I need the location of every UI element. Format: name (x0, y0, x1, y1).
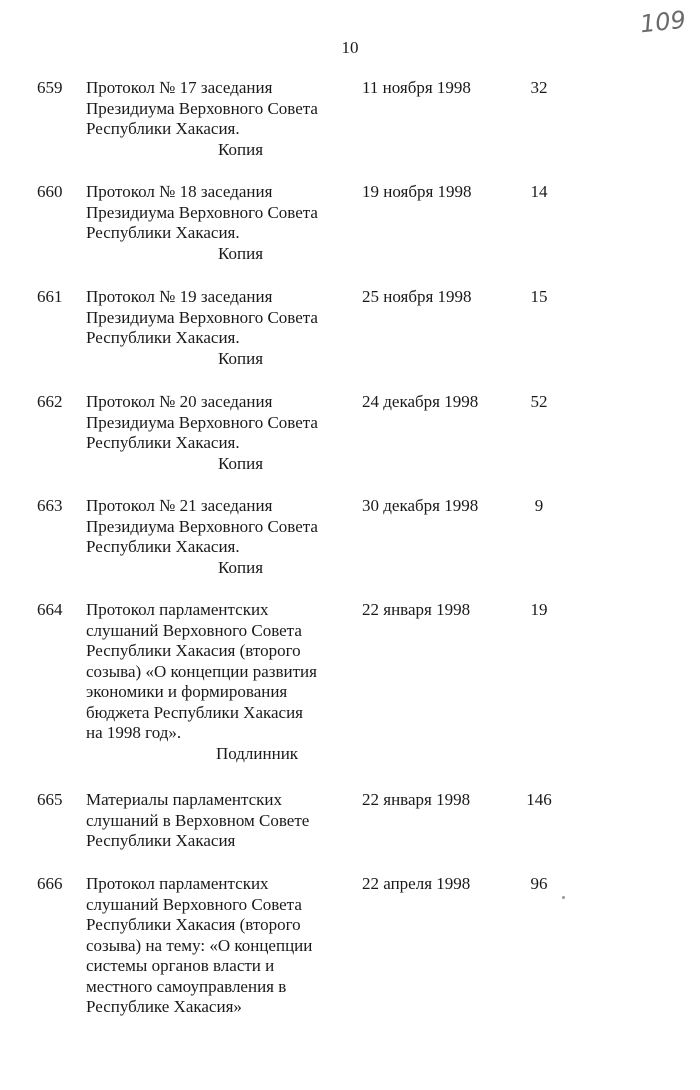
scan-speck (562, 896, 565, 899)
entry-title-line: Республики Хакасия. (86, 223, 240, 242)
entry-date: 22 января 1998 (362, 600, 471, 619)
entry-date: 22 апреля 1998 (362, 874, 471, 893)
entry-number: 660 (37, 182, 63, 201)
entry-sheet-count: 19 (530, 600, 548, 619)
entry-date: 11 ноября 1998 (362, 78, 471, 97)
entry-number: 661 (37, 287, 63, 306)
entry-number: 666 (37, 874, 63, 893)
page-number: 10 (341, 38, 359, 57)
entry-title-line: слушаний Верховного Совета (86, 620, 302, 640)
entry-sheet-count: 14 (530, 182, 548, 201)
entry-date: 22 января 1998 (362, 790, 471, 809)
entry-title-line: Республики Хакасия. (86, 119, 240, 138)
entry-title-line: Протокол парламентских (86, 600, 269, 619)
entry-title (86, 287, 348, 369)
entry-sheet-count: 15 (530, 287, 548, 306)
entry-document-kind: Подлинник (216, 743, 299, 763)
entry-title (86, 496, 348, 578)
entry-title-line: Республике Хакасия» (86, 997, 242, 1016)
entry-title-line: Протокол № 17 заседания (86, 78, 273, 97)
entry-document-kind: Копия (218, 139, 264, 159)
entry-document-kind: Копия (218, 243, 264, 263)
entry-title-line: Президиума Верховного Совета (86, 307, 318, 327)
entry-title-line: Республики Хакасия (86, 831, 236, 850)
entry-title-line: местного самоуправления в (86, 976, 287, 996)
entry-title-line: Республики Хакасия. (86, 328, 240, 347)
entry-title-line: слушаний в Верховном Совете (86, 810, 310, 830)
entry-title-line: на 1998 год». (86, 723, 182, 742)
entry-title-line: созыва) «О концепции развития (86, 661, 317, 681)
entry-title (86, 392, 348, 474)
entry-sheet-count: 9 (534, 496, 544, 515)
entry-title-line: Материалы парламентских (86, 790, 283, 809)
entry-title-line: Республики Хакасия (второго (86, 641, 301, 660)
entry-document-kind: Копия (218, 348, 264, 368)
entry-title-line: Протокол парламентских (86, 874, 269, 893)
entry-title-line: Республики Хакасия (второго (86, 915, 301, 934)
entry-title-line: Президиума Верховного Совета (86, 412, 318, 432)
entry-title (86, 182, 348, 264)
entry-number: 665 (37, 790, 63, 809)
entry-title-line: бюджета Республики Хакасия (86, 702, 303, 722)
entry-title (86, 790, 348, 852)
entry-sheet-count: 96 (530, 874, 548, 893)
entry-title-line: Республики Хакасия. (86, 433, 240, 452)
entry-date: 25 ноября 1998 (362, 287, 472, 306)
entry-number: 659 (37, 78, 63, 97)
entry-title (86, 78, 348, 160)
entry-sheet-count: 52 (530, 392, 548, 411)
entry-title-line: системы органов власти и (86, 956, 275, 975)
entry-title-line: Протокол № 20 заседания (86, 392, 273, 411)
entry-sheet-count: 32 (530, 78, 548, 97)
entry-title-line: Президиума Верховного Совета (86, 202, 318, 222)
entry-title-line: созыва) на тему: «О концепции (86, 935, 313, 955)
entry-document-kind: Копия (218, 557, 264, 577)
entry-number: 663 (37, 496, 63, 515)
entry-date: 24 декабря 1998 (362, 392, 479, 411)
entry-document-kind: Копия (218, 453, 264, 473)
entry-number: 664 (37, 600, 63, 619)
entry-sheet-count: 146 (526, 790, 552, 809)
entry-title-line: Президиума Верховного Совета (86, 98, 318, 118)
handwritten-folio-number: 109 (638, 5, 688, 39)
entry-title-line: Президиума Верховного Совета (86, 516, 318, 536)
entry-title-line: Протокол № 21 заседания (86, 496, 273, 515)
entry-title-line: слушаний Верховного Совета (86, 894, 302, 914)
entry-title-line: Республики Хакасия. (86, 537, 240, 556)
entry-title (86, 874, 348, 1018)
entry-title-line: Протокол № 18 заседания (86, 182, 273, 201)
entry-title (86, 600, 348, 764)
entry-date: 19 ноября 1998 (362, 182, 472, 201)
entry-title-line: Протокол № 19 заседания (86, 287, 273, 306)
entry-title-line: экономики и формирования (86, 682, 288, 701)
entry-date: 30 декабря 1998 (362, 496, 479, 515)
entry-number: 662 (37, 392, 63, 411)
